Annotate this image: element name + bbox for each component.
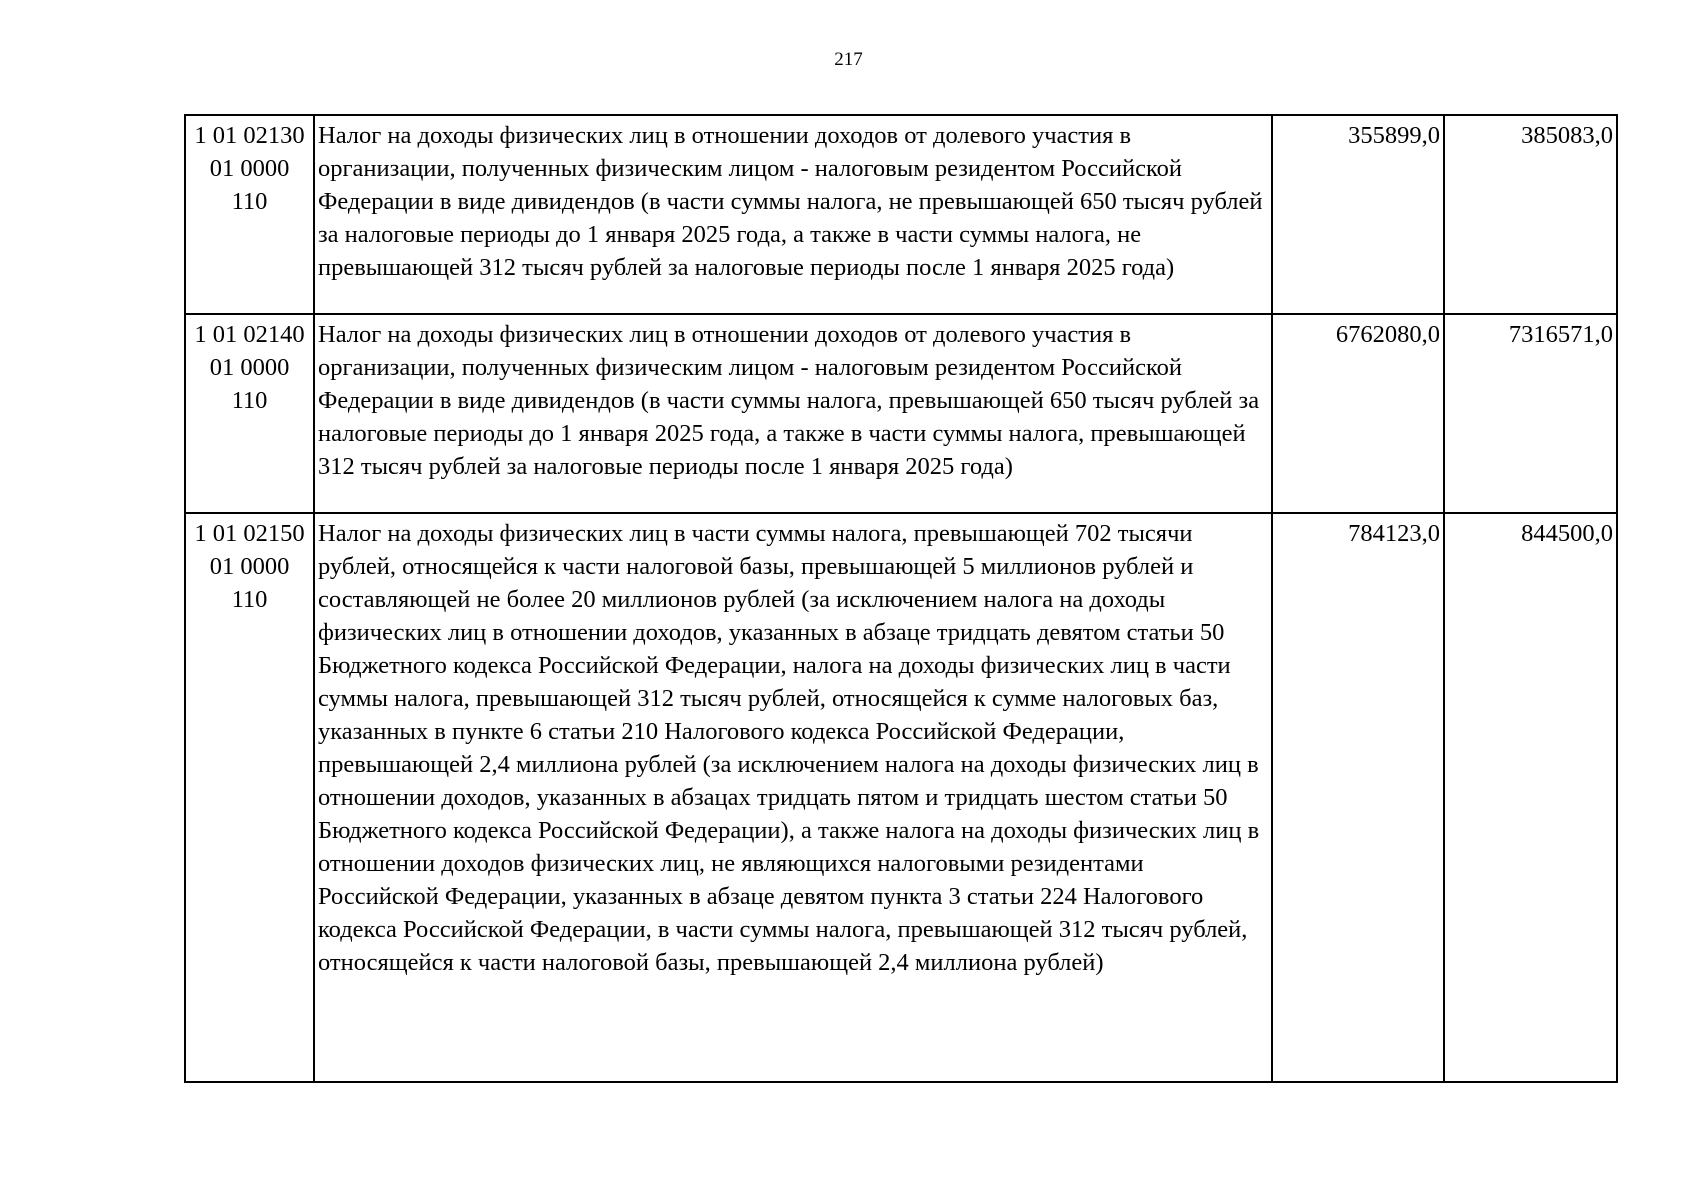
- table-row: [185, 513, 1617, 1082]
- budget-code-cell: [185, 115, 314, 314]
- value-cell-2: 844500,0: [1444, 513, 1617, 1082]
- budget-code-cell: [185, 314, 314, 513]
- budget-code-part: 110: [231, 188, 268, 215]
- budget-code-part: 01 0000: [209, 553, 290, 580]
- value-cell-1: 6762080,0: [1272, 314, 1444, 513]
- budget-code-part: 110: [231, 586, 268, 613]
- page-number: 217: [834, 49, 863, 70]
- budget-code-part: 1 01 02140: [194, 321, 305, 348]
- description-cell: Налог на доходы физических лиц в отношении доходов от долевого участия в организации, полученных физическим лицом - налоговым резидентом Российской Федерации в виде дивидендов (в части суммы налога, не превышающей 650 тысяч рублей за налоговые периоды до 1 января 2025 года, а также в части суммы налога, не превышающей 312 тысяч рублей за налоговые периоды после 1 января 2025 года): [314, 115, 1272, 314]
- budget-code-part: 01 0000: [209, 155, 290, 182]
- budget-code-part: 01 0000: [209, 354, 290, 381]
- budget-code-part: 1 01 02130: [194, 122, 305, 149]
- description-cell: Налог на доходы физических лиц в отношении доходов от долевого участия в организации, полученных физическим лицом - налоговым резидентом Российской Федерации в виде дивидендов (в части суммы налога, превышающей 650 тысяч рублей за налоговые периоды до 1 января 2025 года, а также в части суммы налога, превышающей 312 тысяч рублей за налоговые периоды после 1 января 2025 года): [314, 314, 1272, 513]
- table-row: [185, 115, 1617, 314]
- value-cell-2: 7316571,0: [1444, 314, 1617, 513]
- budget-code-part: 1 01 02150: [194, 520, 305, 547]
- budget-code-part: 110: [231, 387, 268, 414]
- table-row: [185, 314, 1617, 513]
- value-cell-1: 355899,0: [1272, 115, 1444, 314]
- budget-code-cell: [185, 513, 314, 1082]
- value-cell-1: 784123,0: [1272, 513, 1444, 1082]
- description-cell: Налог на доходы физических лиц в части суммы налога, превышающей 702 тысячи рублей, относящейся к части налоговой базы, превышающей 5 миллионов рублей и составляющей не более 20 миллионов рублей (за исключением налога на доходы физических лиц в отношении доходов, указанных в абзаце тридцать девятом статьи 50 Бюджетного кодекса Российской Федерации, налога на доходы физических лиц в части суммы налога, превышающей 312 тысяч рублей, относящейся к сумме налоговых баз, указанных в пункте 6 статьи 210 Налогового кодекса Российской Федерации, превышающей 2,4 миллиона рублей (за исключением налога на доходы физических лиц в отношении доходов, указанных в абзацах тридцать пятом и тридцать шестом статьи 50 Бюджетного кодекса Российской Федерации), а также налога на доходы физических лиц в отношении доходов физических лиц, не являющихся налоговыми резидентами Российской Федерации, указанных в абзаце девятом пункта 3 статьи 224 Налогового кодекса Российской Федерации, в части суммы налога, превышающей 312 тысяч рублей, относящейся к части налоговой базы, превышающей 2,4 миллиона рублей): [314, 513, 1272, 1082]
- value-cell-2: 385083,0: [1444, 115, 1617, 314]
- revenue-table: [184, 114, 1618, 1083]
